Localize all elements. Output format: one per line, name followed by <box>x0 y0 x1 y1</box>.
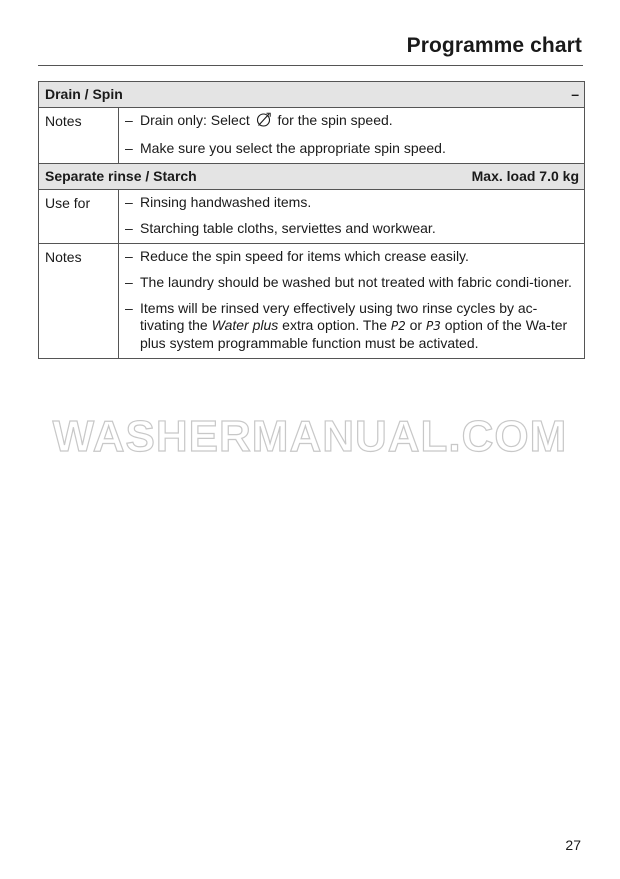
no-spin-icon <box>256 112 272 131</box>
row-items <box>119 190 584 243</box>
programme-chart-table <box>38 81 585 359</box>
dash-bullet: – <box>125 140 133 156</box>
dash-bullet: – <box>125 248 133 264</box>
list-item <box>125 300 578 352</box>
p2-display-symbol: P2 <box>390 319 406 333</box>
item-text: Starching table cloths, serviettes and workwear. <box>140 220 436 236</box>
table-row <box>39 190 584 244</box>
watermark: WASHERMANUAL.COM <box>52 412 568 461</box>
item-text: Reduce the spin speed for items which crease easily. <box>140 248 469 264</box>
section-title: Drain / Spin <box>45 86 123 102</box>
section-header-drain-spin <box>39 82 584 108</box>
item-text: Drain only: Select <box>140 112 254 128</box>
list-item <box>125 220 578 237</box>
list-item <box>125 248 578 265</box>
dash-bullet: – <box>125 220 133 236</box>
title-divider <box>38 65 583 66</box>
item-text: Make sure you select the appropriate spin speed. <box>140 140 446 156</box>
row-label: Notes <box>39 244 119 358</box>
item-text-part: Items will be rinsed very effectively using two rinse cycles by ac-tivating the <box>140 300 538 333</box>
dash-bullet: – <box>125 112 133 128</box>
page-number: 27 <box>565 837 581 853</box>
p3-display-symbol: P3 <box>425 319 441 333</box>
item-text-part: option of the Wa-ter plus system programmable function must be activated. <box>140 317 568 351</box>
row-items <box>119 108 584 163</box>
section-max-load: Max. load 7.0 kg <box>471 168 579 184</box>
list-item <box>125 140 578 157</box>
page-title: Programme chart <box>406 34 582 57</box>
water-plus-option: Water plus <box>211 317 279 333</box>
dash-bullet: – <box>125 300 133 316</box>
dash-bullet: – <box>125 194 133 210</box>
item-text-part: extra option. The <box>278 317 391 333</box>
item-text: The laundry should be washed but not treated with fabric condi-tioner. <box>140 274 572 290</box>
row-label: Notes <box>39 108 119 163</box>
dash-bullet: – <box>125 274 133 290</box>
list-item <box>125 274 578 291</box>
item-text <box>140 300 578 352</box>
row-label: Use for <box>39 190 119 243</box>
row-items <box>119 244 584 358</box>
section-max-load: – <box>571 86 579 102</box>
section-header-separate-rinse-starch <box>39 164 584 190</box>
list-item <box>125 112 578 131</box>
item-text-part: or <box>405 317 426 333</box>
section-title: Separate rinse / Starch <box>45 168 197 184</box>
list-item <box>125 194 578 211</box>
table-row <box>39 244 584 358</box>
item-text: Rinsing handwashed items. <box>140 194 312 210</box>
table-row <box>39 108 584 164</box>
item-text: for the spin speed. <box>273 112 393 128</box>
